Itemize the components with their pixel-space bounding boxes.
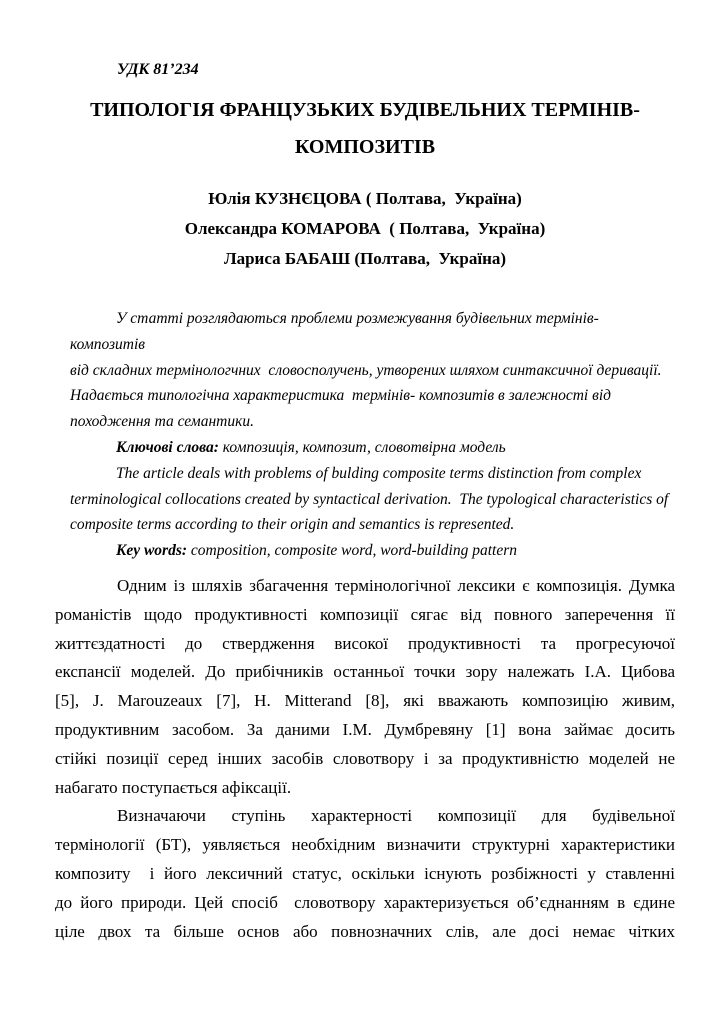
keywords-ua-line bbox=[70, 435, 675, 461]
abstract-en-line: composite terms according to their origin and semantics is represented. bbox=[70, 516, 515, 534]
abstract-en-line: The article deals with problems of bulding composite terms distinction from complex bbox=[116, 464, 642, 482]
author-line: Лариса БАБАШ (Полтава, Україна) bbox=[223, 249, 507, 268]
body-line: термінології (БТ), уявляється необхідним визначити структурні характеристики bbox=[55, 835, 675, 855]
body-line: Визначаючи ступінь характерності композиції для будівельної bbox=[117, 806, 675, 826]
body-line: композиту і його лексичний статус, оскільки існують розбіжності у ставленні bbox=[55, 863, 675, 883]
keywords-ua-label: Ключові слова: bbox=[116, 438, 219, 456]
author-line: Олександра КОМАРОВА ( Полтава, Україна) bbox=[184, 219, 546, 238]
article-title-line-2: КОМПОЗИТІВ bbox=[294, 136, 436, 158]
article-title-line-1: ТИПОЛОГІЯ ФРАНЦУЗЬКИХ БУДІВЕЛЬНИХ ТЕРМІНІВ- bbox=[90, 99, 640, 121]
body-line: Одним із шляхів збагачення термінологічної лексики є композиція. Думка bbox=[117, 576, 675, 595]
abstract-en-line: terminological collocations created by syntactical derivation. The typological characteristics of bbox=[70, 490, 669, 508]
body-line: до його природи. Цей спосіб словотвору характеризується об’єднанням в єдине bbox=[55, 892, 675, 912]
article-body bbox=[55, 572, 675, 946]
abstract-ua-line: походження та семантики. bbox=[70, 413, 254, 431]
keywords-ua-text: композиція, композит, словотвірна модель bbox=[222, 438, 506, 456]
body-line: експансії моделей. До прибічників останньої точки зору належать І.А. Цибова bbox=[55, 662, 675, 682]
body-line: життєздатності до ствердження високої продуктивності та прогресуючої bbox=[55, 633, 675, 653]
body-line: набагато поступається афіксації. bbox=[55, 777, 292, 797]
article-title bbox=[55, 92, 675, 166]
keywords-en-label: Key words: bbox=[116, 542, 188, 560]
abstract-ua-line: Надається типологічна характеристика термінів- композитів в залежності від bbox=[70, 387, 611, 405]
body-line: продуктивним засобом. За даними І.М. Думбревяну [1] вона займає досить bbox=[55, 719, 675, 739]
keywords-en-text: composition, composite word, word-building pattern bbox=[190, 542, 517, 560]
author-line: Юлія КУЗНЄЦОВА ( Полтава, Україна) bbox=[208, 189, 522, 208]
abstract-ua-line: У статті розглядаються проблеми розмежування будівельних термінів- композитів bbox=[70, 310, 599, 353]
authors-block bbox=[55, 184, 675, 274]
body-line: романістів щодо продуктивності композиції сягає від повного заперечення її bbox=[55, 604, 675, 624]
keywords-en-line bbox=[70, 538, 675, 564]
abstract-block bbox=[70, 306, 675, 564]
udk-code: УДК 81’234 bbox=[117, 61, 199, 78]
body-line: ціле двох та більше основ або повнозначних слів, але досі немає чітких bbox=[55, 921, 675, 941]
body-line: стійкі позиції серед інших засобів словотвору і за продуктивністю моделей не bbox=[55, 748, 675, 768]
body-line: [5], J. Marouzeaux [7], H. Mitterand [8], які вважають композицію живим, bbox=[55, 691, 675, 711]
abstract-ua-line: від складних термінологчних словосполучень, утворених шляхом синтаксичної деривації. bbox=[70, 361, 662, 379]
